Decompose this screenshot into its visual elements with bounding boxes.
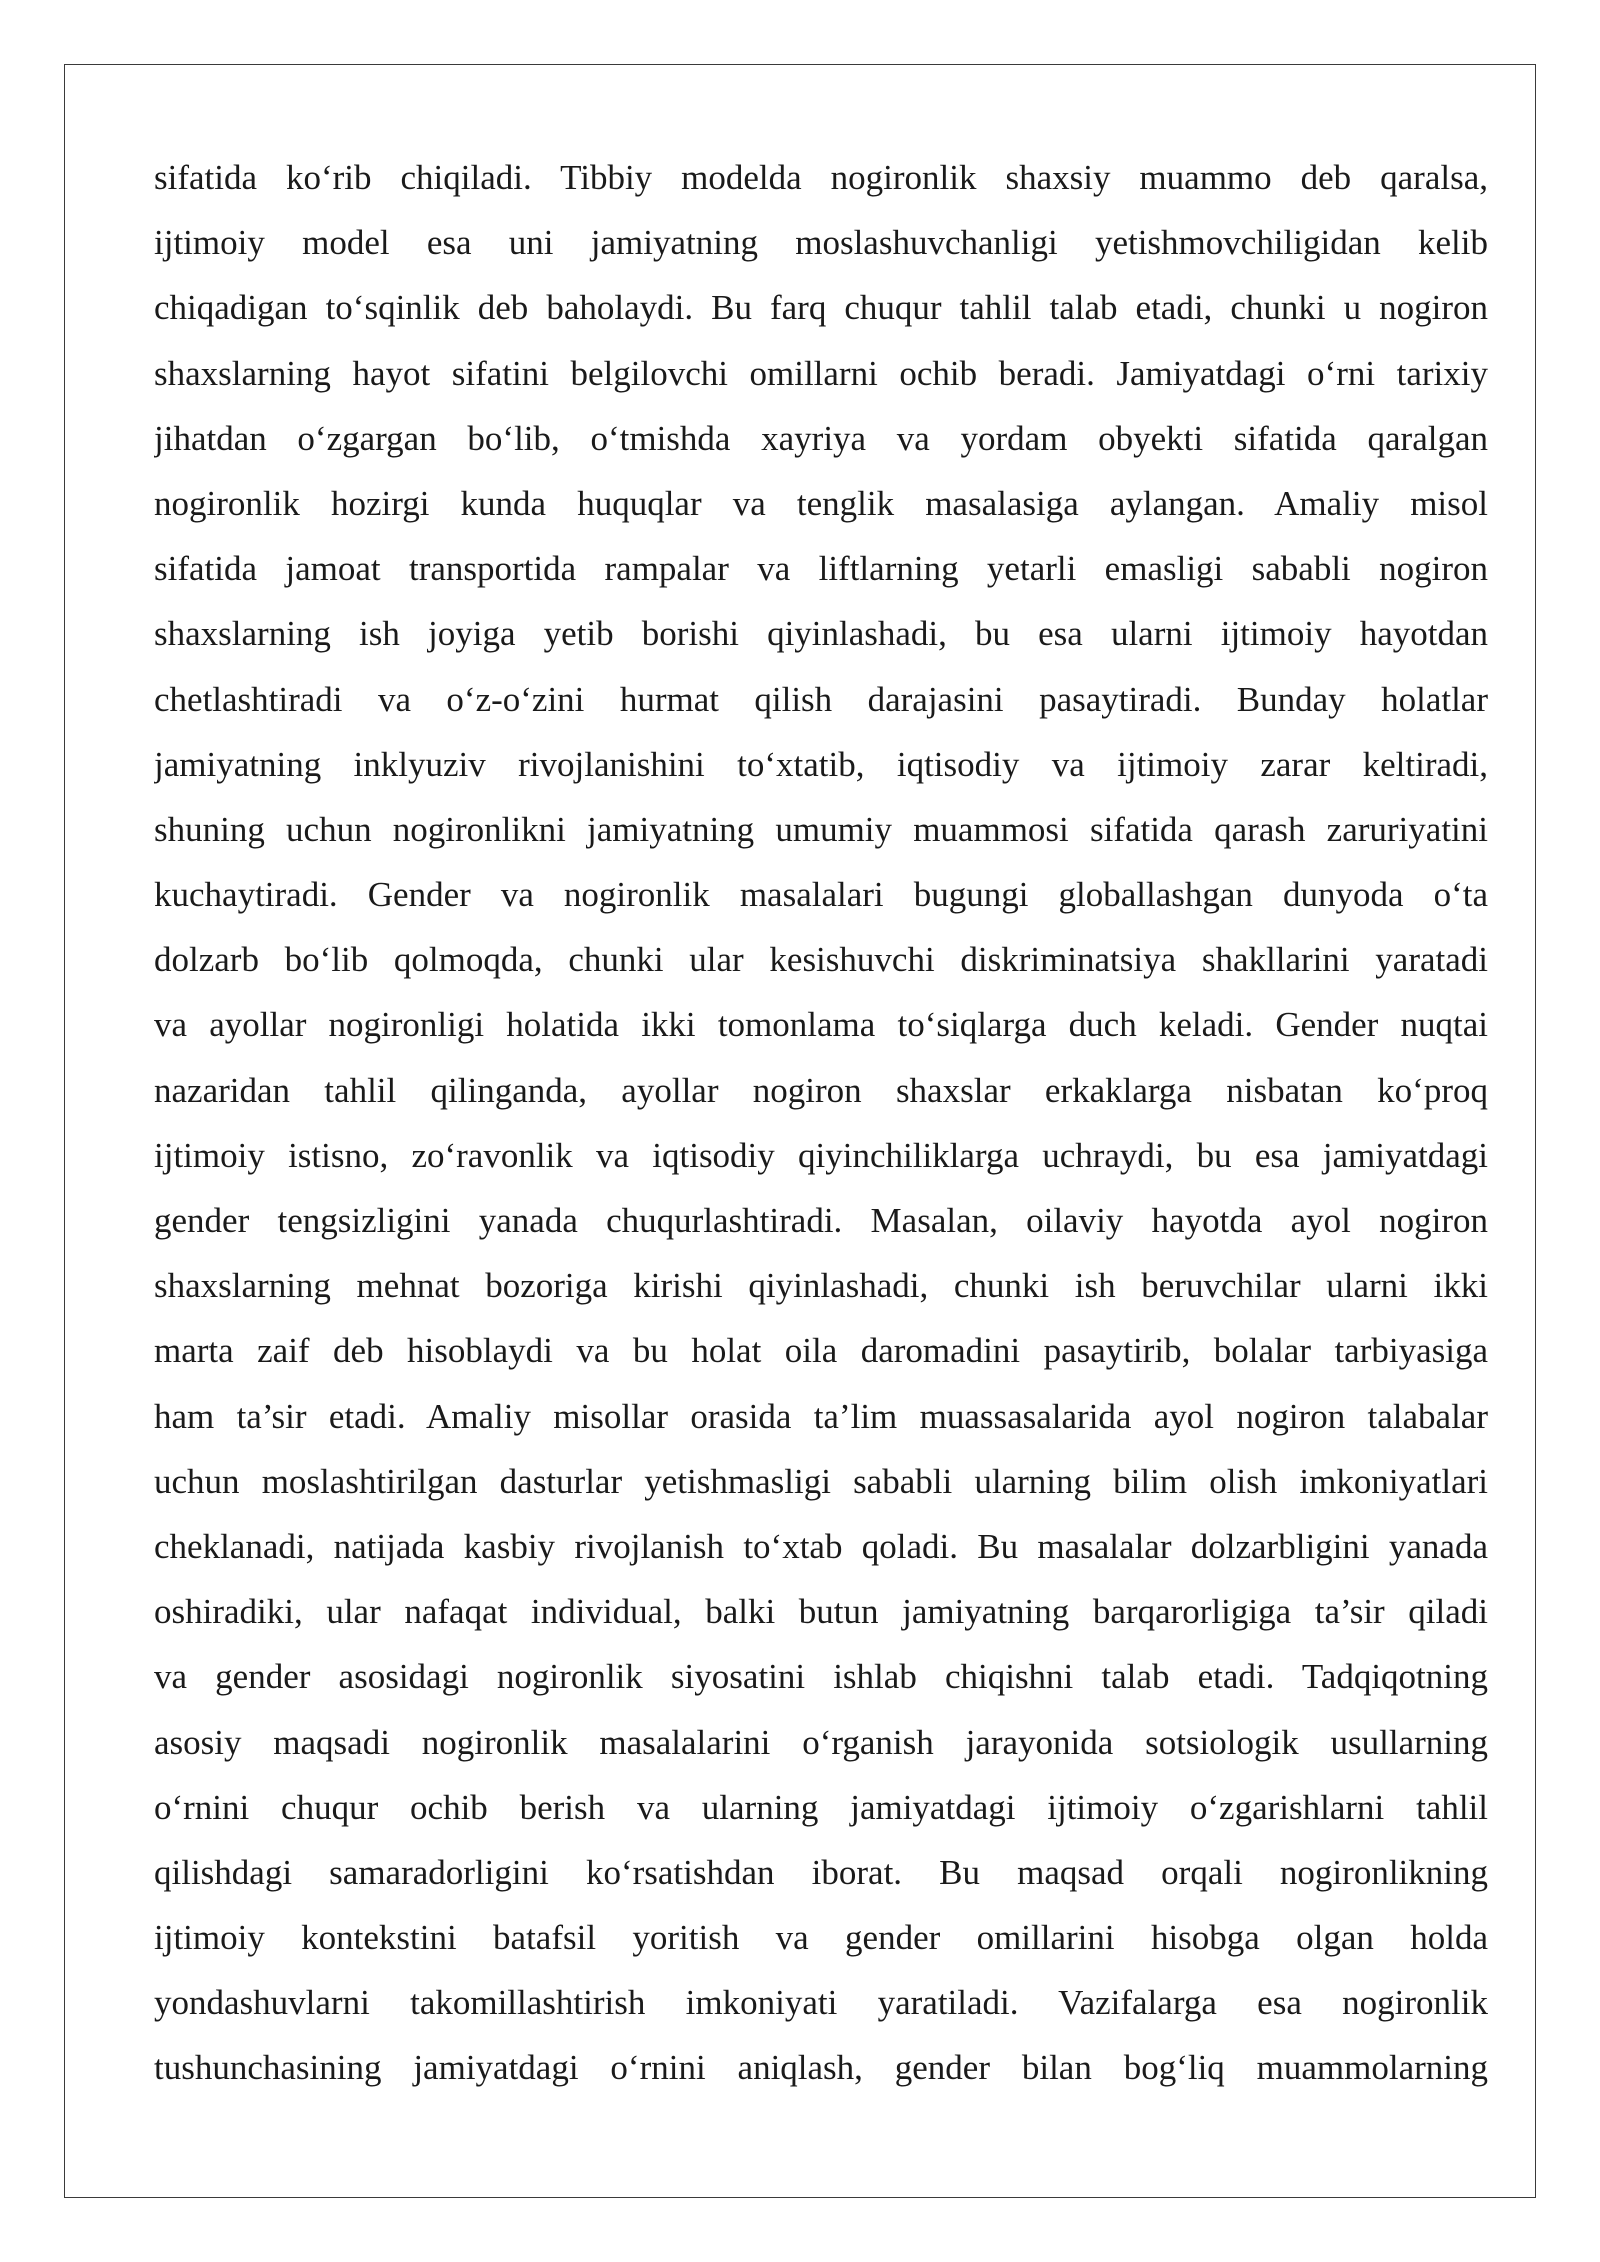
text-line: shaxslarning hayot sifatini belgilovchi omillarni ochib beradi. Jamiyatdagi o‘rni tarixiy	[154, 353, 1488, 393]
text-line: chiqadigan to‘sqinlik deb baholaydi. Bu farq chuqur tahlil talab etadi, chunki u nogiron	[154, 288, 1488, 328]
text-line: va gender asosidagi nogironlik siyosatini ishlab chiqishni talab etadi. Tadqiqotning	[154, 1657, 1488, 1697]
text-line: cheklanadi, natijada kasbiy rivojlanish to‘xtab qoladi. Bu masalalar dolzarbligini yanada	[154, 1526, 1488, 1566]
text-line: nogironlik hozirgi kunda huquqlar va tenglik masalasiga aylangan. Amaliy misol	[154, 483, 1488, 523]
text-line: o‘rnini chuqur ochib berish va ularning jamiyatdagi ijtimoiy o‘zgarishlarni tahlil	[154, 1787, 1488, 1827]
body-text	[154, 145, 1488, 2101]
text-line: uchun moslashtirilgan dasturlar yetishmasligi sababli ularning bilim olish imkoniyatlari	[154, 1461, 1488, 1501]
text-line: jamiyatning inklyuziv rivojlanishini to‘xtatib, iqtisodiy va ijtimoiy zarar keltiradi,	[154, 744, 1488, 784]
text-line: sifatida ko‘rib chiqiladi. Tibbiy modelda nogironlik shaxsiy muammo deb qaralsa,	[154, 158, 1488, 197]
text-line: asosiy maqsadi nogironlik masalalarini o‘rganish jarayonida sotsiologik usullarning	[154, 1722, 1488, 1762]
text-line: gender tengsizligini yanada chuqurlashtiradi. Masalan, oilaviy hayotda ayol nogiron	[154, 1201, 1488, 1240]
text-line: tushunchasining jamiyatdagi o‘rnini aniqlash, gender bilan bog‘liq muammolarning	[154, 2048, 1488, 2088]
text-line: ham ta’sir etadi. Amaliy misollar orasida ta’lim muassasalarida ayol nogiron talabalar	[154, 1396, 1488, 1436]
text-line: ijtimoiy kontekstini batafsil yoritish va gender omillarini hisobga olgan holda	[154, 1918, 1488, 1958]
text-line: nazaridan tahlil qilinganda, ayollar nogiron shaxslar erkaklarga nisbatan ko‘proq	[154, 1070, 1488, 1110]
text-line: chetlashtiradi va o‘z-o‘zini hurmat qilish darajasini pasaytiradi. Bunday holatlar	[154, 679, 1488, 719]
text-line: shuning uchun nogironlikni jamiyatning umumiy muammosi sifatida qarash zaruriyatini	[154, 809, 1488, 849]
text-line: qilishdagi samaradorligini ko‘rsatishdan iborat. Bu maqsad orqali nogironlikning	[154, 1852, 1488, 1892]
text-line: dolzarb bo‘lib qolmoqda, chunki ular kesishuvchi diskriminatsiya shakllarini yaratadi	[154, 940, 1488, 980]
text-line: sifatida jamoat transportida rampalar va liftlarning yetarli emasligi sababli nogiron	[154, 549, 1488, 589]
text-line: jihatdan o‘zgargan bo‘lib, o‘tmishda xayriya va yordam obyekti sifatida qaralgan	[154, 418, 1488, 458]
text-line: va ayollar nogironligi holatida ikki tomonlama to‘siqlarga duch keladi. Gender nuqtai	[154, 1005, 1488, 1045]
text-line: ijtimoiy istisno, zo‘ravonlik va iqtisodiy qiyinchiliklarga uchraydi, bu esa jamiyatdagi	[154, 1135, 1488, 1175]
text-line: yondashuvlarni takomillashtirish imkoniyati yaratiladi. Vazifalarga esa nogironlik	[154, 1983, 1488, 2023]
text-line: ijtimoiy model esa uni jamiyatning moslashuvchanligi yetishmovchiligidan kelib	[154, 223, 1488, 263]
text-line: shaxslarning ish joyiga yetib borishi qiyinlashadi, bu esa ularni ijtimoiy hayotdan	[154, 614, 1488, 654]
text-line: shaxslarning mehnat bozoriga kirishi qiyinlashadi, chunki ish beruvchilar ularni ikki	[154, 1266, 1488, 1306]
text-line: marta zaif deb hisoblaydi va bu holat oila daromadini pasaytirib, bolalar tarbiyasiga	[154, 1331, 1488, 1371]
text-line: kuchaytiradi. Gender va nogironlik masalalari bugungi globallashgan dunyoda o‘ta	[154, 875, 1488, 915]
text-line: oshiradiki, ular nafaqat individual, balki butun jamiyatning barqarorligiga ta’sir qiladi	[154, 1592, 1488, 1632]
